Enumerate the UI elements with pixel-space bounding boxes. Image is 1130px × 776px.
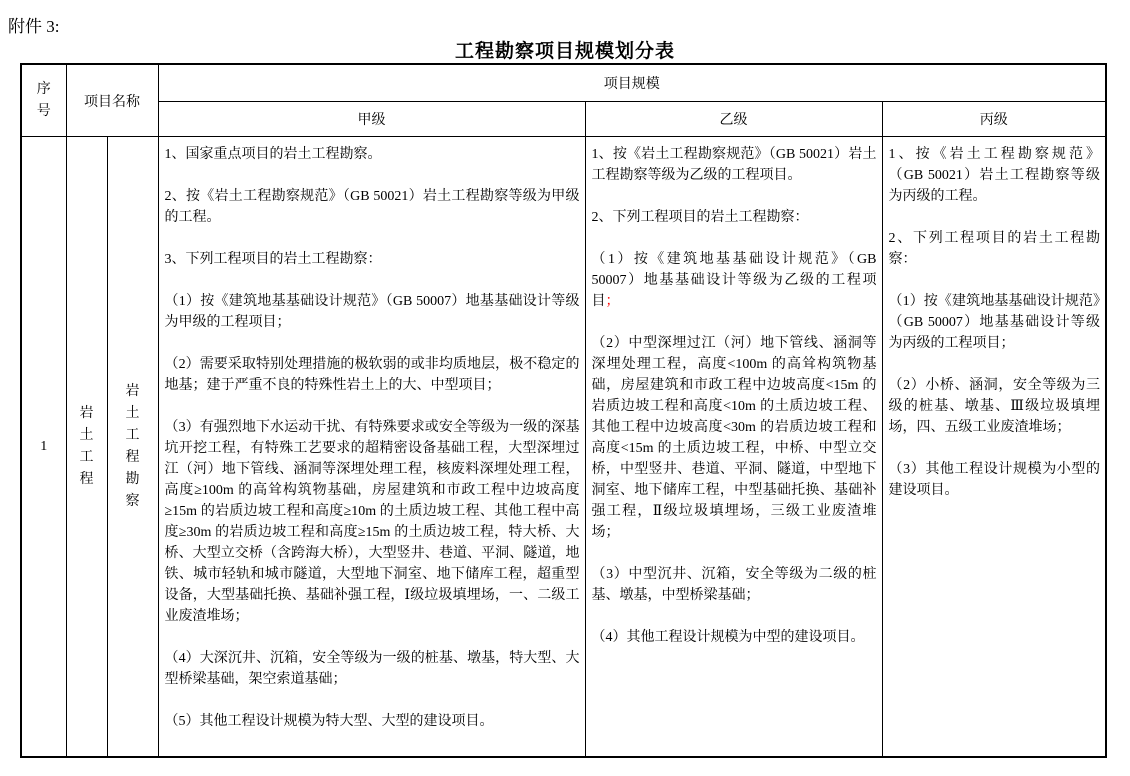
header-grade-c-label: 丙级 [979,113,1008,128]
grade-a-content-cell [158,137,585,758]
red-semicolon: ； [605,294,620,309]
header-row-1 [21,64,1106,102]
paragraph: （1）按《建筑地基基础设计规范》（GB 50007）地基基础设计等级为乙级的工程项目； [591,252,877,309]
paragraph: 1、按《岩土工程勘察规范》 （GB 50021）岩土工程勘察等级为丙级的工程。 [888,147,1101,204]
header-project-name-label: 项目名称 [84,94,140,110]
attachment-label: 附件 3: [8,17,60,36]
paragraph: （2）小桥、涵洞，安全等级为三级的桩基、墩基、Ⅲ级垃圾填埋场，四、五级工业废渣堆场； [888,378,1101,435]
paragraph: （4）大深沉井、沉箱，安全等级为一级的桩基、墩基，特大型、大型桥梁基础，架空索道基础； [164,651,580,687]
header-row-2 [21,102,1106,137]
paragraph: （3）其他工程设计规模为小型的建设项目。 [888,462,1101,498]
header-serial-label: 序号 [36,81,51,119]
grade-b-content-cell [585,137,882,758]
paragraph: 2、下列工程项目的岩土工程勘察： [888,231,1101,267]
header-project-scale-label: 项目规模 [603,77,660,92]
paragraph: 1、国家重点项目的岩土工程勘察。 [164,147,382,162]
header-grade-a-cell [158,102,585,137]
category-label: 岩土工程 [79,405,94,487]
subcategory-label: 岩土工程勘察 [125,383,140,509]
header-serial-cell [21,64,66,137]
paragraph: （1）按《建筑地基基础设计规范》（GB 50007）地基基础设计等级为甲级的工程项目； [164,294,580,330]
paragraph: 1、按《岩土工程勘察规范》（GB 50021）岩土工程勘察等级为乙级的工程项目。 [591,147,877,183]
paragraph: （5）其他工程设计规模为特大型、大型的建设项目。 [164,714,494,729]
header-project-scale-cell [158,64,1106,102]
header-project-name-cell [66,64,158,137]
page-title: 工程勘察项目规模划分表 [454,41,675,62]
paragraph: （2）中型深埋过江（河）地下管线、涵洞等深埋处理工程，高度<100m 的高耸构筑物基础，房屋建筑和市政工程中边坡高度<15m 的岩质边坡工程和高度<10m 的土质边坡工程、其他工程中边坡高度<30m 的岩质边坡工程和高度<15m 的土质边坡工程，中桥、中型立交桥，中型竖井、巷道、平洞、隧道，中型地下洞室、地下储库工程，中型基础托换、基础补强工程，Ⅱ级垃圾填埋场，三级工业废渣堆场； [591,336,877,540]
subcategory-cell [107,137,158,758]
header-grade-b-cell [585,102,882,137]
paragraph: （2）需要采取特别处理措施的极软弱的或非均质地层，极不稳定的地基；建于严重不良的特殊性岩土上的大、中型项目； [164,357,580,393]
table-row [21,137,1106,758]
grade-c-content-cell [882,137,1106,758]
header-grade-a-label: 甲级 [357,113,386,128]
serial-number-cell: 1 [21,137,66,758]
paragraph: 2、下列工程项目的岩土工程勘察： [591,210,809,225]
paragraph: （3）有强烈地下水运动干扰、有特殊要求或安全等级为一级的深基坑开挖工程，有特殊工艺要求的超精密设备基础工程，大型深埋过江（河）地下管线、涵洞等深埋处理工程，核废料深埋处理工程，高度≥100m 的高耸构筑物基础，房屋建筑和市政工程中边坡高度≥15m 的岩质边坡工程和高度≥10m 的土质边坡工程、其他工程中高度≥30m 的岩质边坡工程和高度≥15m 的土质边坡工程，特大桥、大桥、大型立交桥（含跨海大桥），大型竖井、巷道、平洞、隧道，地铁、城市轻轨和城市隧道，大型地下洞室、地下储库工程，超重型设备，大型基础托换、基础补强工程，Ⅰ级垃圾填埋场，一、二级工业废渣堆场； [164,420,580,624]
paragraph: （3）中型沉井、沉箱，安全等级为二级的桩基、墩基，中型桥梁基础； [591,567,877,603]
subcategory-vertical-wrap [109,138,157,755]
paragraph: （1）按《建筑地基基础设计规范》（GB 50007）地基基础设计等级为丙级的工程项目； [888,294,1101,351]
category-vertical-wrap [68,138,106,755]
header-grade-c-cell [882,102,1106,137]
paragraph: 2、按《岩土工程勘察规范》（GB 50021）岩土工程勘察等级为甲级的工程。 [164,189,580,225]
category-cell [66,137,107,758]
project-scale-table [20,63,1107,758]
header-grade-b-label: 乙级 [719,113,748,128]
paragraph: 3、下列工程项目的岩土工程勘察： [164,252,382,267]
paragraph: （4）其他工程设计规模为中型的建设项目。 [591,630,865,645]
